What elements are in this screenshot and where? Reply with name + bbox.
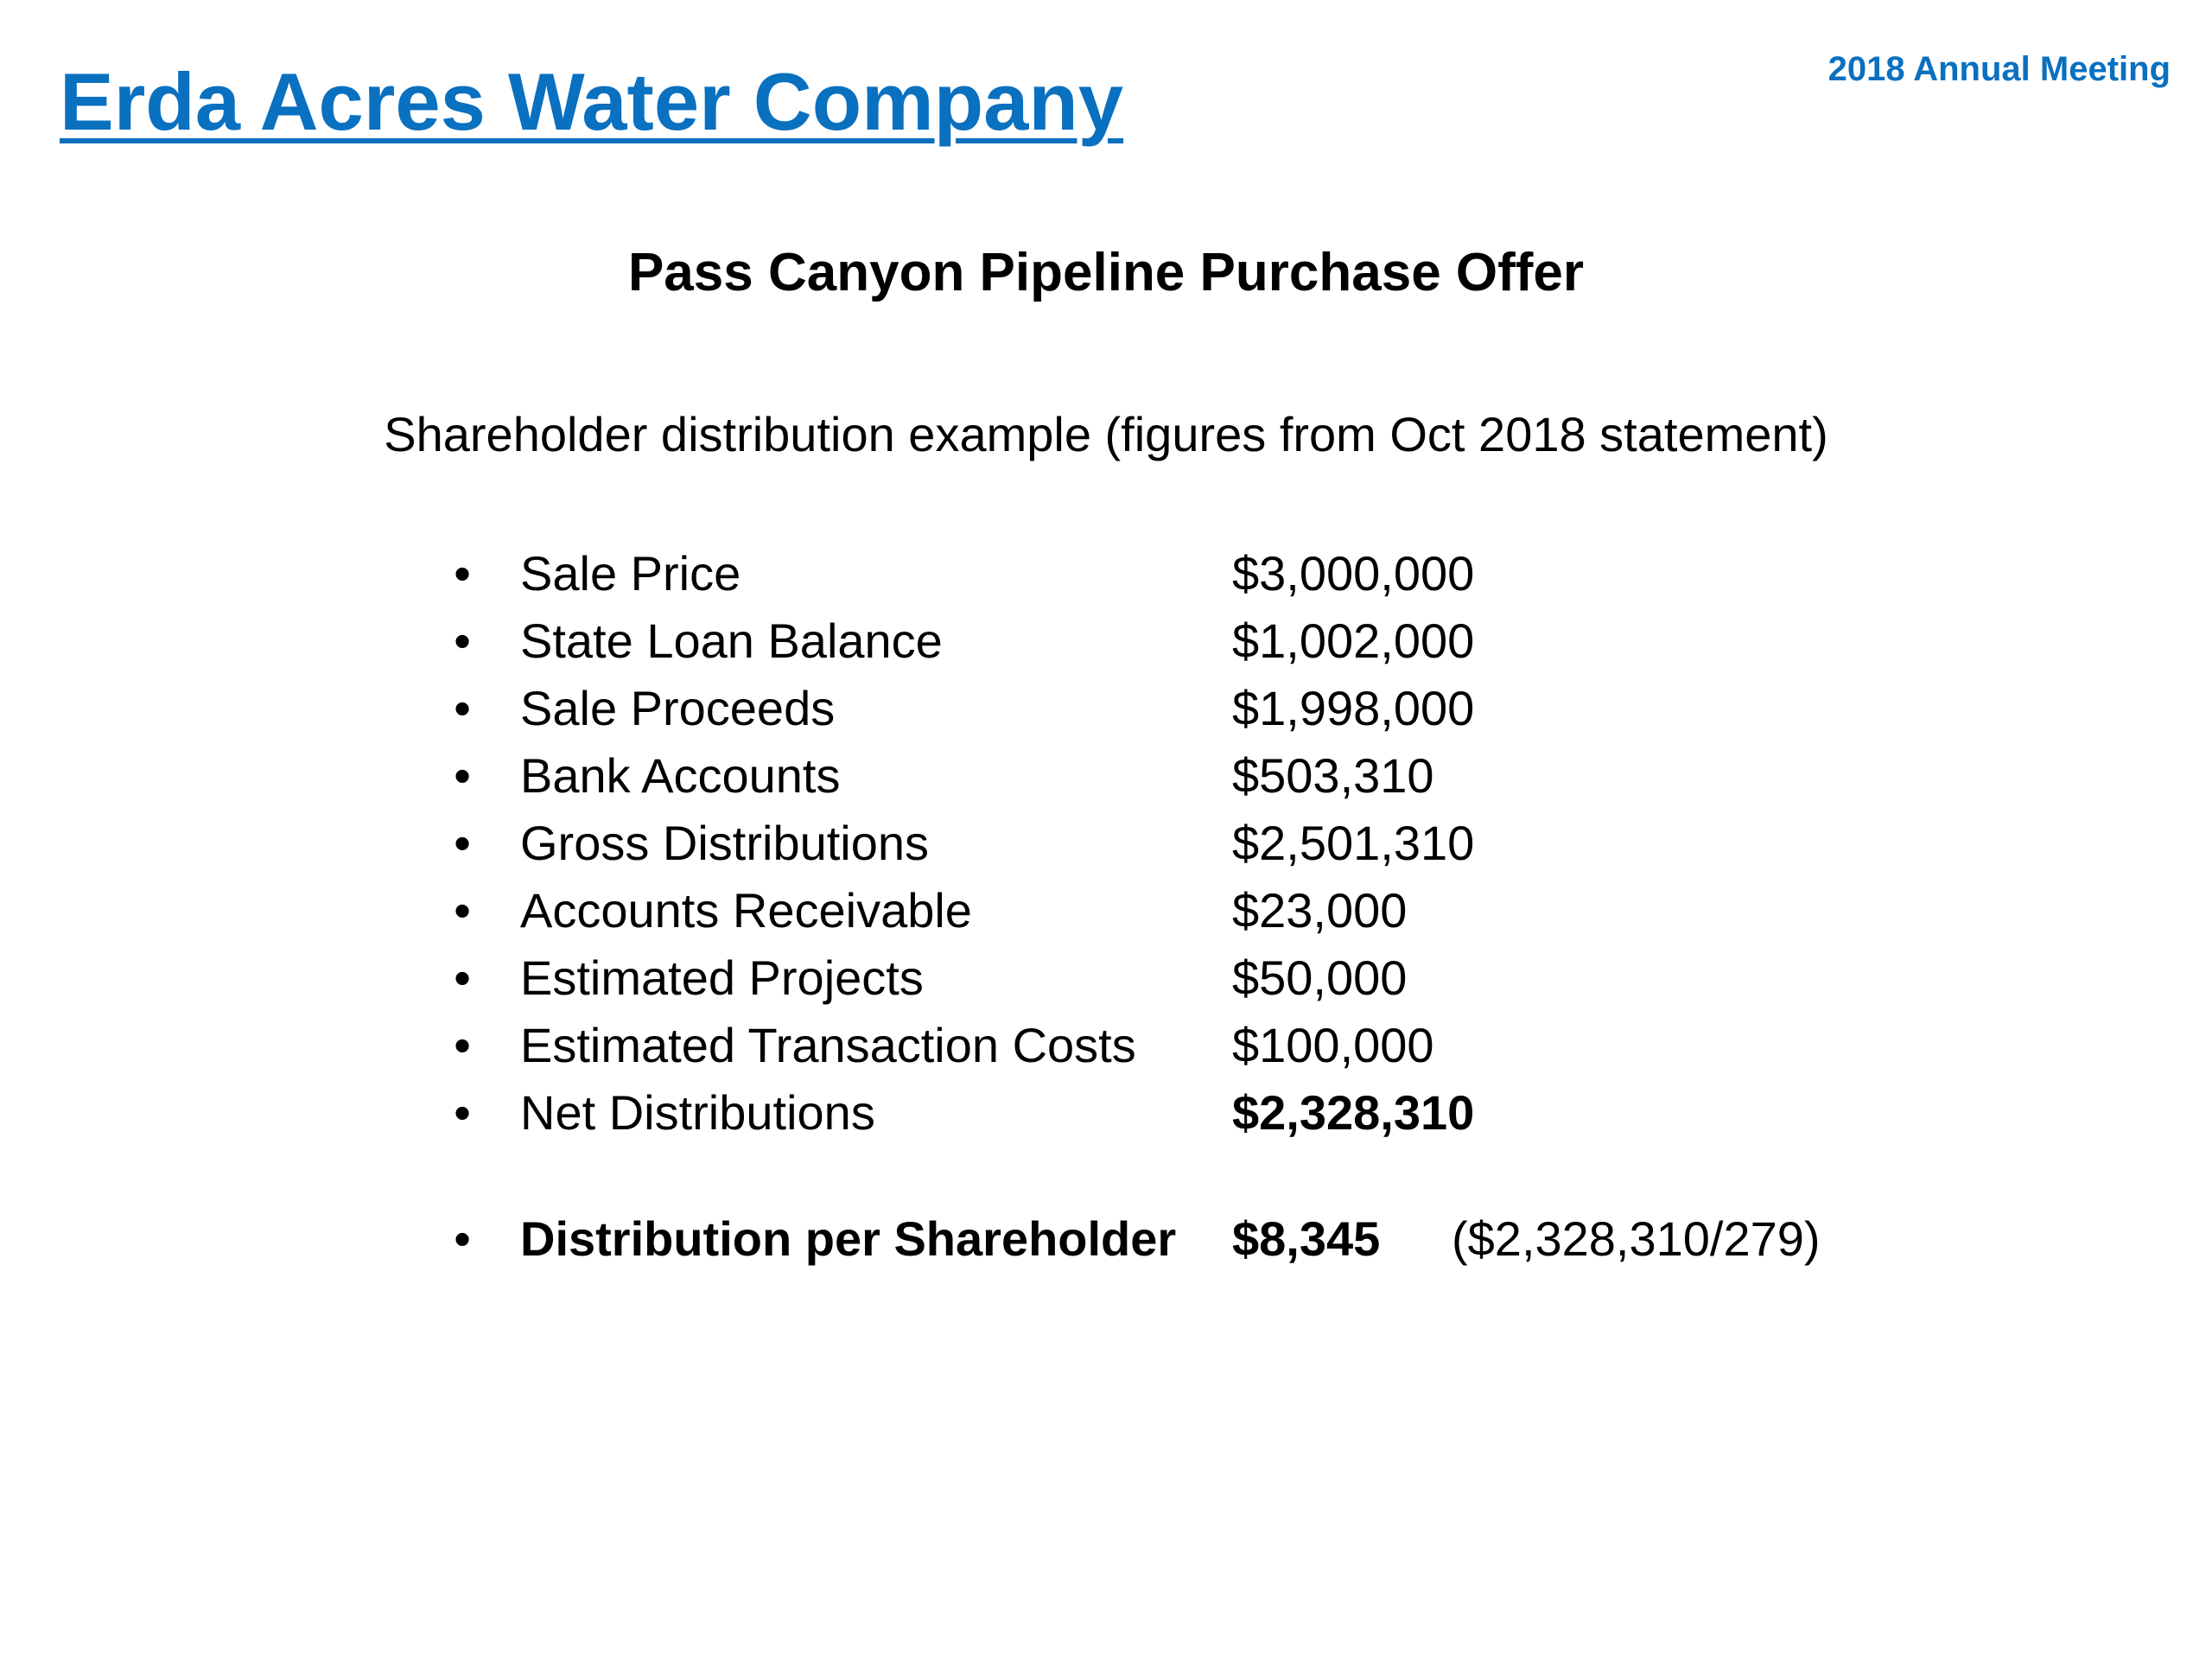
- item-label: Sale Proceeds: [520, 681, 836, 735]
- net-distributions-value: $2,328,310: [1232, 1085, 1475, 1140]
- bullet-icon: •: [454, 1211, 471, 1266]
- meeting-label: 2018 Annual Meeting: [1827, 50, 2171, 88]
- item-value: $2,501,310: [1232, 816, 1475, 870]
- bullet-icon: •: [454, 1018, 471, 1072]
- company-title: Erda Acres Water Company: [60, 56, 1124, 147]
- item-label: Bank Accounts: [520, 748, 841, 803]
- per-shareholder-value: $8,345: [1232, 1211, 1381, 1266]
- item-value: $3,000,000: [1232, 546, 1475, 601]
- per-shareholder-label: Distribution per Shareholder: [520, 1211, 1177, 1266]
- item-label: Accounts Receivable: [520, 883, 972, 938]
- item-label: Estimated Transaction Costs: [520, 1018, 1136, 1072]
- item-value: $503,310: [1232, 748, 1434, 803]
- item-value: $100,000: [1232, 1018, 1434, 1072]
- item-label: Sale Price: [520, 546, 741, 601]
- bullet-icon: •: [454, 1085, 471, 1140]
- item-value: $1,998,000: [1232, 681, 1475, 735]
- per-shareholder-calculation: ($2,328,310/279): [1452, 1211, 1821, 1266]
- item-value: $23,000: [1232, 883, 1408, 938]
- item-label: Gross Distributions: [520, 816, 930, 870]
- item-label: State Loan Balance: [520, 613, 943, 668]
- item-value: $50,000: [1232, 950, 1408, 1005]
- bullet-icon: •: [454, 883, 471, 938]
- bullet-icon: •: [454, 681, 471, 735]
- bullet-icon: •: [454, 950, 471, 1005]
- item-value: $1,002,000: [1232, 613, 1475, 668]
- bullet-icon: •: [454, 546, 471, 601]
- bullet-icon: •: [454, 816, 471, 870]
- bullet-icon: •: [454, 613, 471, 668]
- bullet-icon: •: [454, 748, 471, 803]
- item-label: Net Distributions: [520, 1085, 875, 1140]
- offer-title: Pass Canyon Pipeline Purchase Offer: [627, 243, 1585, 302]
- distribution-per-shareholder: [449, 1205, 1918, 1273]
- item-label: Estimated Projects: [520, 950, 924, 1005]
- distribution-subtitle: Shareholder distribution example (figures from Oct 2018 statement): [384, 407, 1828, 461]
